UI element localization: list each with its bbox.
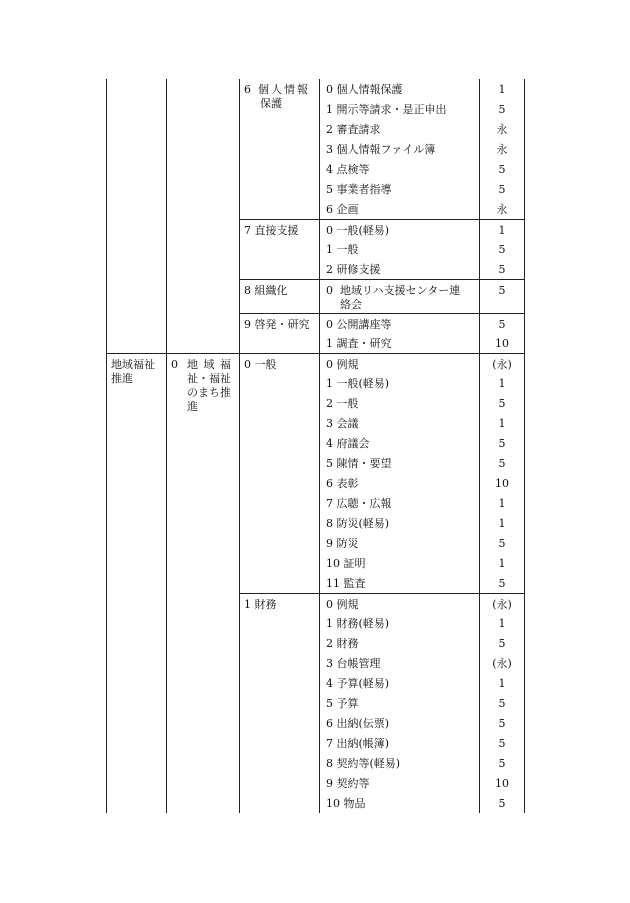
item-cell: 6 企画	[320, 199, 480, 219]
retention-period: 1	[480, 493, 525, 513]
item-cell: 6 出納(伝票)	[320, 713, 480, 733]
level3-label-cont: 保護	[260, 97, 282, 110]
retention-period: 10	[480, 473, 525, 493]
retention-period: 5	[480, 793, 525, 813]
item-cell: 9 契約等	[320, 773, 480, 793]
item-cell: 9 防災	[320, 533, 480, 553]
table-row	[107, 353, 525, 373]
level3-number: 0	[244, 357, 251, 371]
level3-number: 6	[244, 83, 251, 96]
item-cell: 8 防災(軽易)	[320, 513, 480, 533]
item-cell: 6 表彰	[320, 473, 480, 493]
item-cell: 2 審査請求	[320, 119, 480, 139]
level3-cell-awareness-research	[240, 313, 320, 353]
level3-cell-personal-info	[240, 79, 320, 219]
item-cell: 0 一般(軽易)	[320, 219, 480, 239]
level3-cell-finance	[240, 593, 320, 813]
item-cell: 1 開示等請求・是正申出	[320, 99, 480, 119]
level3-label: 財務	[254, 597, 277, 611]
retention-period: 5	[480, 713, 525, 733]
retention-period: 5	[480, 179, 525, 199]
item-cell: 4 府議会	[320, 433, 480, 453]
item-cell: 2 財務	[320, 633, 480, 653]
item-cell: 8 契約等(軽易)	[320, 753, 480, 773]
level2-cell-empty	[167, 79, 240, 353]
item-cell: 7 広聴・広報	[320, 493, 480, 513]
level3-number: 7	[244, 223, 251, 237]
level1-label-cont: 推進	[111, 371, 133, 385]
retention-period: 1	[480, 513, 525, 533]
level3-cell-direct-support	[240, 219, 320, 279]
retention-period: 1	[480, 553, 525, 573]
level3-label: 一般	[254, 357, 277, 371]
level3-cell-organization	[240, 279, 320, 313]
retention-period: 5	[480, 633, 525, 653]
retention-period: 5	[480, 159, 525, 179]
level1-cell-empty	[107, 79, 167, 353]
level3-cell-general	[240, 353, 320, 593]
retention-period: (永)	[480, 593, 525, 613]
item-cell: 0 個人情報保護	[320, 79, 480, 99]
item-cell: 3 会議	[320, 413, 480, 433]
retention-period: 永	[480, 139, 525, 159]
retention-period: 5	[480, 313, 525, 333]
retention-period: 1	[480, 219, 525, 239]
table-row	[107, 79, 525, 99]
item-cell: 0 例規	[320, 353, 480, 373]
retention-period: 1	[480, 613, 525, 633]
item-cell: 1 一般(軽易)	[320, 373, 480, 393]
retention-period: (永)	[480, 353, 525, 373]
retention-period: 5	[480, 753, 525, 773]
retention-period: 10	[480, 773, 525, 793]
level3-number: 1	[244, 597, 251, 611]
item-cell: 4 点検等	[320, 159, 480, 179]
level2-label: 地 域 福	[187, 357, 232, 371]
item-cell: 4 予算(軽易)	[320, 673, 480, 693]
item-cell: 3 台帳管理	[320, 653, 480, 673]
retention-period: 10	[480, 333, 525, 353]
level1-cell-regional-welfare	[107, 353, 167, 813]
item-cell: 1 一般	[320, 239, 480, 259]
retention-period: 5	[480, 693, 525, 713]
retention-period: 5	[480, 433, 525, 453]
item-cell: 3 個人情報ファイル簿	[320, 139, 480, 159]
retention-period: 5	[480, 393, 525, 413]
level1-label: 地域福祉	[111, 357, 155, 371]
retention-period: 5	[480, 259, 525, 279]
item-cell: 5 事業者指導	[320, 179, 480, 199]
retention-period: 1	[480, 373, 525, 393]
item-cell: 2 研修支援	[320, 259, 480, 279]
level3-label: 個人情報	[258, 83, 310, 96]
item-cell: 1 調査・研究	[320, 333, 480, 353]
level3-number: 9	[244, 317, 251, 331]
level2-cell-welfare-town: 0 地 域 福 祉・福祉 のまち推 進	[167, 353, 240, 813]
level2-number: 0	[171, 357, 178, 371]
item-cell: 0 地域リハ支援センター連 絡会	[320, 279, 480, 313]
retention-period: 1	[480, 413, 525, 433]
item-cell: 10 物品	[320, 793, 480, 813]
item-cell: 10 証明	[320, 553, 480, 573]
retention-period: 5	[480, 573, 525, 593]
retention-period: 永	[480, 119, 525, 139]
retention-schedule-table	[106, 79, 525, 813]
level3-label: 直接支援	[254, 223, 299, 237]
item-cell: 11 監査	[320, 573, 480, 593]
item-cell: 0 公開講座等	[320, 313, 480, 333]
level3-label: 啓発・研究	[254, 317, 310, 331]
retention-period: 5	[480, 239, 525, 259]
item-cell: 5 陳情・要望	[320, 453, 480, 473]
item-cell: 7 出納(帳簿)	[320, 733, 480, 753]
retention-period: 永	[480, 199, 525, 219]
item-cell: 2 一般	[320, 393, 480, 413]
item-cell: 5 予算	[320, 693, 480, 713]
retention-period: 5	[480, 733, 525, 753]
retention-period: 1	[480, 673, 525, 693]
retention-period: 5	[480, 533, 525, 553]
item-cell: 0 例規	[320, 593, 480, 613]
level3-label: 組織化	[254, 283, 288, 297]
item-cell: 1 財務(軽易)	[320, 613, 480, 633]
retention-period: 5	[480, 99, 525, 119]
level3-number: 8	[244, 283, 251, 297]
retention-period: 1	[480, 79, 525, 99]
retention-period: (永)	[480, 653, 525, 673]
retention-period: 5	[480, 453, 525, 473]
retention-period: 5	[480, 279, 525, 313]
